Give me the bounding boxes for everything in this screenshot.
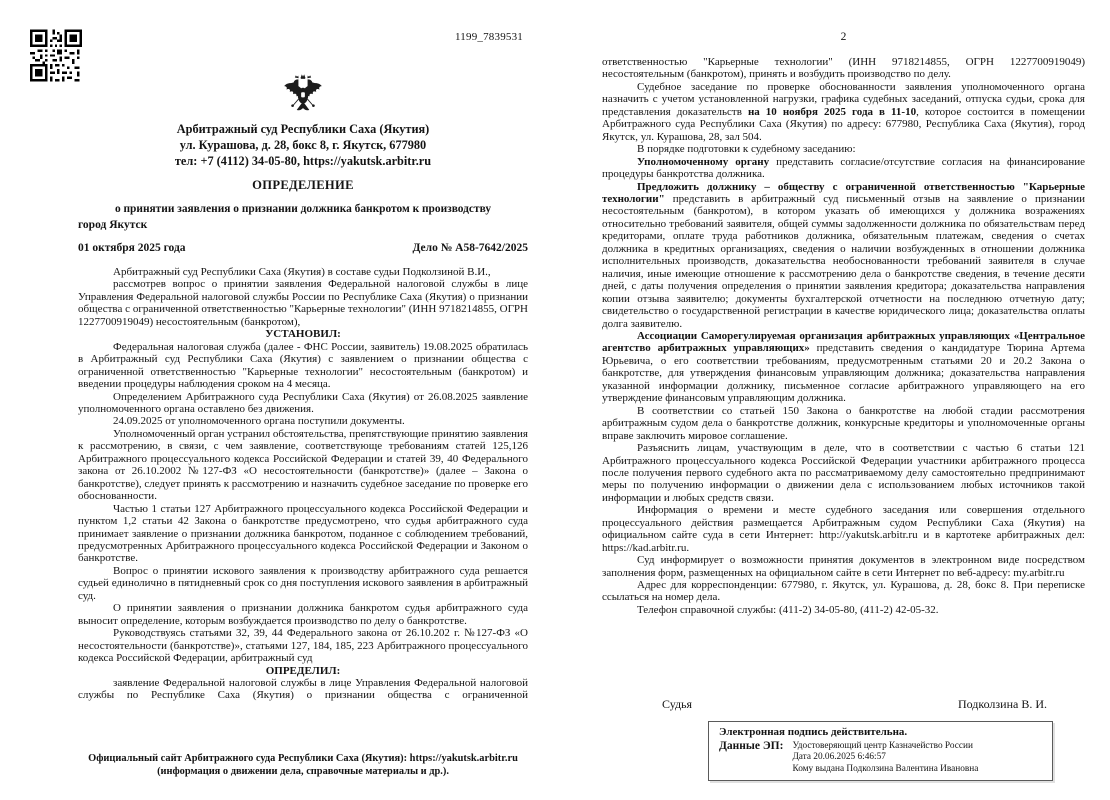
paragraph: рассмотрев вопрос о принятии заявления Федеральной налоговой службы в лице Управления Федеральной налоговой службы России по Республике Саха (Якутия) о признании общества с ограниченной ответственностью "Карьерные технологии" (ИНН 9718214855, ОГРН 1227700919049) несостоятельным (банкротом),	[78, 278, 528, 328]
judge-label: Судья	[662, 697, 693, 711]
stamp-owner: Кому выдана Подколзина Валентина Ивановна	[792, 763, 979, 774]
signature-row	[602, 697, 1085, 712]
paragraph: Предложить должнику – обществу с ограниченной ответственностью "Карьерные технологии" представить в арбитражный суд письменный отзыв на заявление о признании несостоятельным (банкротом), в котором указать об имеющихся у должника возражениях относительно требований заявителя, общей суммы задолженности должника по обязательствам перед кредиторами, оплате труда работников должника, обязательным платежам, сведения о счетах должника в кредитных организациях, сведения о наличии возбужденных в отношении должника исполнительных производств, доказательства необоснованности требований заявителя в случае наличия, иные имеющие отношение к рассмотрению дела о банкротстве сведения, в течение десяти дней, с даты получения определения о принятии заявления кредитора; доказательства направления копии отзыва заявителю; документы бухгалтерской отчетности на последнюю отчетную дату; свидетельство о государственной регистрации в качестве юридического лица; доказательства оплаты долга заявителю.	[602, 180, 1085, 330]
paragraph: Федеральная налоговая служба (далее - ФНС России, заявитель) 19.08.2025 обратилась в Арбитражный суд Республики Саха (Якутия) с заявлением о признании общества с ограниченной ответственностью "Карьерные технологии" несостоятельным (банкротом) и введении процедуры наблюдения сроком на 4 месяца.	[78, 340, 528, 391]
qr-code-icon	[30, 29, 82, 82]
court-name: Арбитражный суд Республики Саха (Якутия)	[176, 122, 430, 136]
paragraph: Арбитражный суд Республики Саха (Якутия) в составе судьи Подколзиной В.И.,	[113, 266, 491, 278]
paragraph: УСТАНОВИЛ:	[265, 328, 341, 341]
paragraph: ОПРЕДЕЛИЛ:	[265, 664, 341, 677]
page-2	[555, 0, 1110, 800]
court-contacts: тел: +7 (4112) 34-05-80, https://yakutsk.arbitr.ru	[174, 153, 432, 168]
paragraph: Определением Арбитражного суда Республики Саха (Якутия) от 26.08.2025 заявление уполномоченного органа оставлено без движения.	[78, 390, 528, 415]
paragraph: Руководствуясь статьями 32, 39, 44 Федерального закона от 26.10.202 г. №127-ФЗ «О несостоятельности (банкротстве)», статьями 127, 184, 185, 223 Арбитражного процессуального кодекса Российской Федерации, арбитражный суд	[78, 627, 528, 665]
court-address: ул. Курашова, д. 28, бокс 8, г. Якутск, 677980	[179, 137, 427, 152]
paragraph: В порядке подготовки к судебному заседанию:	[637, 143, 856, 156]
judge-name: Подколзина В. И.	[957, 697, 1047, 711]
russia-coat-of-arms-icon	[283, 70, 323, 118]
paragraph: О принятии заявления о признании должника банкротом судья арбитражного суда выносит определение, которым возбуждается производство по делу о банкротстве.	[78, 602, 528, 627]
date-case-row	[78, 242, 528, 254]
paragraph: Уполномоченный орган устранил обстоятельства, препятствующие принятию заявления к рассмотрению, в связи, с чем заявление, соответствующе требованиям статей 125,126 Арбитражного процессуального кодекса Российской Федерации и статей 39, 40 Федерального закона от 26.10.2002 №127-ФЗ «О несостоятельности (банкротстве)» (далее – Закона о банкротстве), следует принять к рассмотрению и назначить судебное заседание по проверке его обоснованности.	[78, 427, 528, 503]
court-header	[78, 70, 528, 215]
paragraph: Информация о времени и месте судебного заседания или совершения отдельного процессуального действия размещается Арбитражным судом Республики Саха (Якутия) на официальном сайте суда в сети Интернет: http://yakutsk.arbitr.ru и в картотеке арбитражных дел: https://kad.arbitr.ru.	[602, 504, 1085, 554]
footer-note: (информация о движении дела, справочные материалы и др.).	[157, 766, 449, 777]
paragraph: ответственностью "Карьерные технологии" (ИНН 9718214855, ОГРН 1227700919049) несостоятельным (банкротом), принять и возбудить производство по делу.	[602, 56, 1085, 81]
document-title: ОПРЕДЕЛЕНИЕ	[252, 178, 354, 193]
paragraph: Адрес для корреспонденции: 677980, г. Якутск, ул. Курашова, д. 28, бокс 8. При переписке ссылаться на номер дела.	[602, 579, 1085, 604]
signature-stamp	[708, 721, 1053, 781]
stamp-authority: Удостоверяющий центр Казначейство России	[792, 741, 973, 751]
page-number: 2	[840, 31, 847, 43]
footer-site: Официальный сайт Арбитражного суда Республики Саха (Якутия): https://yakutsk.arbitr.ru	[88, 753, 518, 764]
paragraph: заявление Федеральной налоговой службы в лице Управления Федеральной налоговой службы по Республике Саха (Якутия) о признании общества с ограниченной	[78, 676, 528, 702]
paragraph: Частью 1 статьи 127 Арбитражного процессуального кодекса Российской Федерации и пунктом 1,2 статьи 42 Закона о банкротстве предусмотрено, что судья арбитражного суда принимает заявление о признании должника банкротом, поданное с соблюдением требований, предусмотренных Арбитражного процессуального кодекса Российской Федерации и Законом о банкротстве.	[78, 502, 528, 565]
paragraph: Разъяснить лицам, участвующим в деле, что в соответствии с частью 6 статьи 121 Арбитражного процессуального кодекса Российской Федерации участники арбитражного процесса после получения первого судебного акта по рассматриваемому делу самостоятельно предпринимают меры по получению информации о движении дела с использованием любых источников такой информации и любых средств связи.	[602, 442, 1085, 504]
document-subtitle: о принятии заявления о признании должника банкротом к производству	[114, 203, 492, 216]
paragraph: Уполномоченному органу представить согласие/отсутствие согласия на финансирование процедуры банкротства должника.	[602, 155, 1085, 181]
paragraph: Вопрос о принятии искового заявления к производству арбитражного суда решается судьей единолично в пятидневный срок со дня поступления искового заявления в арбитражный суд.	[78, 564, 528, 602]
paragraph: Телефон справочной службы: (411-2) 34-05-80, (411-2) 42-05-32.	[637, 603, 939, 616]
paragraph: Ассоциации Саморегулируемая организация арбитражных управляющих «Центральное агентство арбитражных управляющих» представить сведения о кандидатуре Тюрина Артема Юрьевича, о его соответствии требованиям, предусмотренным статьями 20 и 20.2 Закона о банкротстве, для утверждения финансовым управляющим должника; доказательства направления указанной информации должнику, письменное согласие арбитражного управляющего на его утверждение финансовым управляющим должника.	[602, 329, 1085, 405]
page-footer	[78, 752, 528, 778]
document-date: 01 октября 2025 года	[78, 242, 186, 254]
paragraph: В соответствии со статьей 150 Закона о банкротстве на любой стадии рассмотрения арбитражным судом дела о банкротстве должник, конкурсные кредиторы и уполномоченные органы вправе заключить мировое соглашение.	[602, 404, 1085, 442]
page1-body	[78, 266, 528, 702]
paragraph: 24.09.2025 от уполномоченного органа поступили документы.	[113, 415, 405, 428]
stamp-date: Дата 20.06.2025 6:46:57	[792, 752, 886, 763]
paragraph: Суд информирует о возможности принятия документов в электронном виде посредством заполнения форм, размещенных на официальном сайте в сети Интернет по веб-адресу: my.arbitr.ru	[602, 554, 1085, 579]
stamp-details	[792, 740, 978, 775]
city-label: город Якутск	[78, 219, 148, 231]
paragraph: Судебное заседание по проверке обоснованности заявления уполномоченного органа назначить с учетом установленной нагрузки, графика судебных заседаний, отпуска судьи, срока для представления доказательств на 10 ноября 2025 года в 11-10, которое состоится в помещении Арбитражного суда Республики Саха (Якутия) по адресу: 677980, Республика Саха (Якутия), город Якутск, ул. Курашова, 28, зал 504.	[602, 80, 1085, 143]
page2-body	[602, 56, 1085, 616]
stamp-label: Данные ЭП:	[719, 740, 784, 752]
stamp-title: Электронная подпись действительна.	[719, 726, 908, 738]
case-number: Дело № А58-7642/2025	[412, 242, 528, 254]
document-number: 1199_7839531	[455, 31, 523, 43]
